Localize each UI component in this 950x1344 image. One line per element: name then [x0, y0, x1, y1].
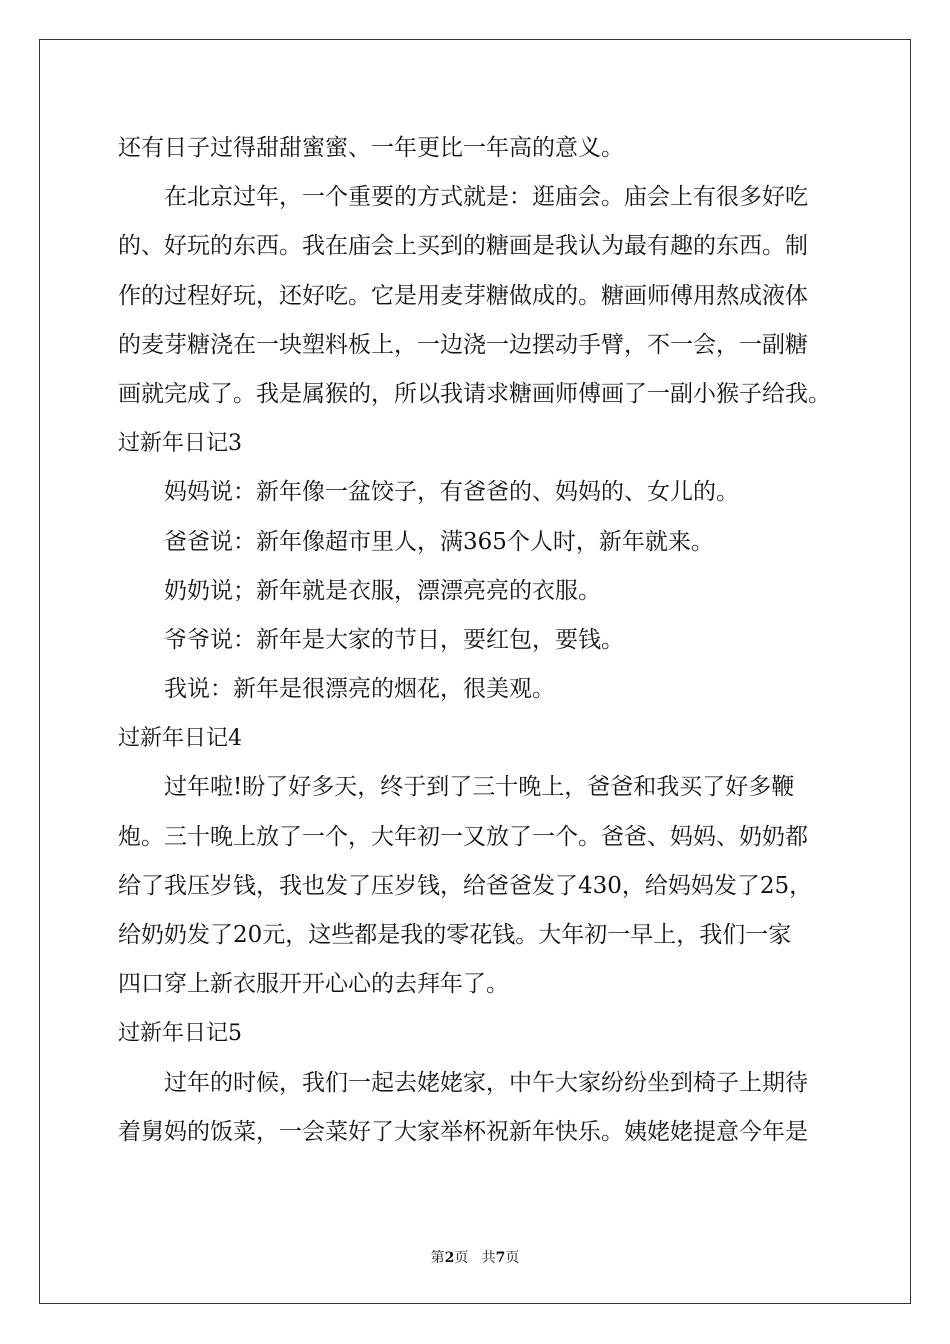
section-heading: 过新年日记5 [118, 1021, 242, 1047]
text-line: 妈妈说：新年像一盆饺子，有爸爸的、妈妈的、女儿的。 [164, 479, 739, 506]
text-line: 在北京过年，一个重要的方式就是：逛庙会。庙会上有很多好吃 [164, 184, 808, 211]
text-line: 给了我压岁钱，我也发了压岁钱，给爸爸发了430，给妈妈发了25， [118, 872, 813, 899]
total-suffix: 页 [505, 1250, 520, 1266]
page-total: 7 [495, 1250, 506, 1266]
page-suffix: 页 [454, 1250, 469, 1266]
text-line: 着舅妈的饭菜，一会菜好了大家举杯祝新年快乐。姨姥姥提意今年是 [118, 1118, 808, 1145]
text-line: 给奶奶发了20元，这些都是我的零花钱。大年初一早上，我们一家 [118, 922, 792, 948]
page-current: 2 [444, 1250, 455, 1266]
text-line: 还有日子过得甜甜蜜蜜、一年更比一年高的意义。 [118, 135, 624, 161]
text-line: 奶奶说；新年就是衣服，漂漂亮亮的衣服。 [164, 577, 601, 604]
section-heading: 过新年日记4 [118, 726, 242, 752]
text-line: 的麦芽糖浇在一块塑料板上，一边浇一边摆动手臂，不一会，一副糖 [118, 331, 808, 358]
text-line: 过年的时候，我们一起去姥姥家，中午大家纷纷坐到椅子上期待 [164, 1069, 808, 1096]
text-line: 爷爷说：新年是大家的节日，要红包，要钱。 [164, 626, 624, 653]
text-line: 画就完成了。我是属猴的，所以我请求糖画师傅画了一副小猴子给我。 [118, 380, 831, 407]
document-body [118, 124, 838, 1157]
text-line: 的、好玩的东西。我在庙会上买到的糖画是我认为最有趣的东西。制 [118, 233, 808, 260]
page-prefix: 第 [430, 1250, 445, 1266]
total-prefix: 共 [481, 1250, 496, 1266]
page-footer [0, 1247, 950, 1267]
text-line: 爸爸说：新年像超市里人，满365个人时，新年就来。 [164, 528, 714, 555]
text-line: 炮。三十晚上放了一个，大年初一又放了一个。爸爸、妈妈、奶奶都 [118, 823, 808, 850]
text-line: 我说：新年是很漂亮的烟花，很美观。 [164, 676, 555, 703]
text-line: 四口穿上新衣服开开心心的去拜年了。 [118, 971, 509, 998]
text-line: 作的过程好玩，还好吃。它是用麦芽糖做成的。糖画师傅用熬成液体 [118, 282, 808, 309]
section-heading: 过新年日记3 [118, 431, 242, 457]
text-line: 过年啦!盼了好多天，终于到了三十晚上，爸爸和我买了好多鞭 [164, 774, 795, 801]
